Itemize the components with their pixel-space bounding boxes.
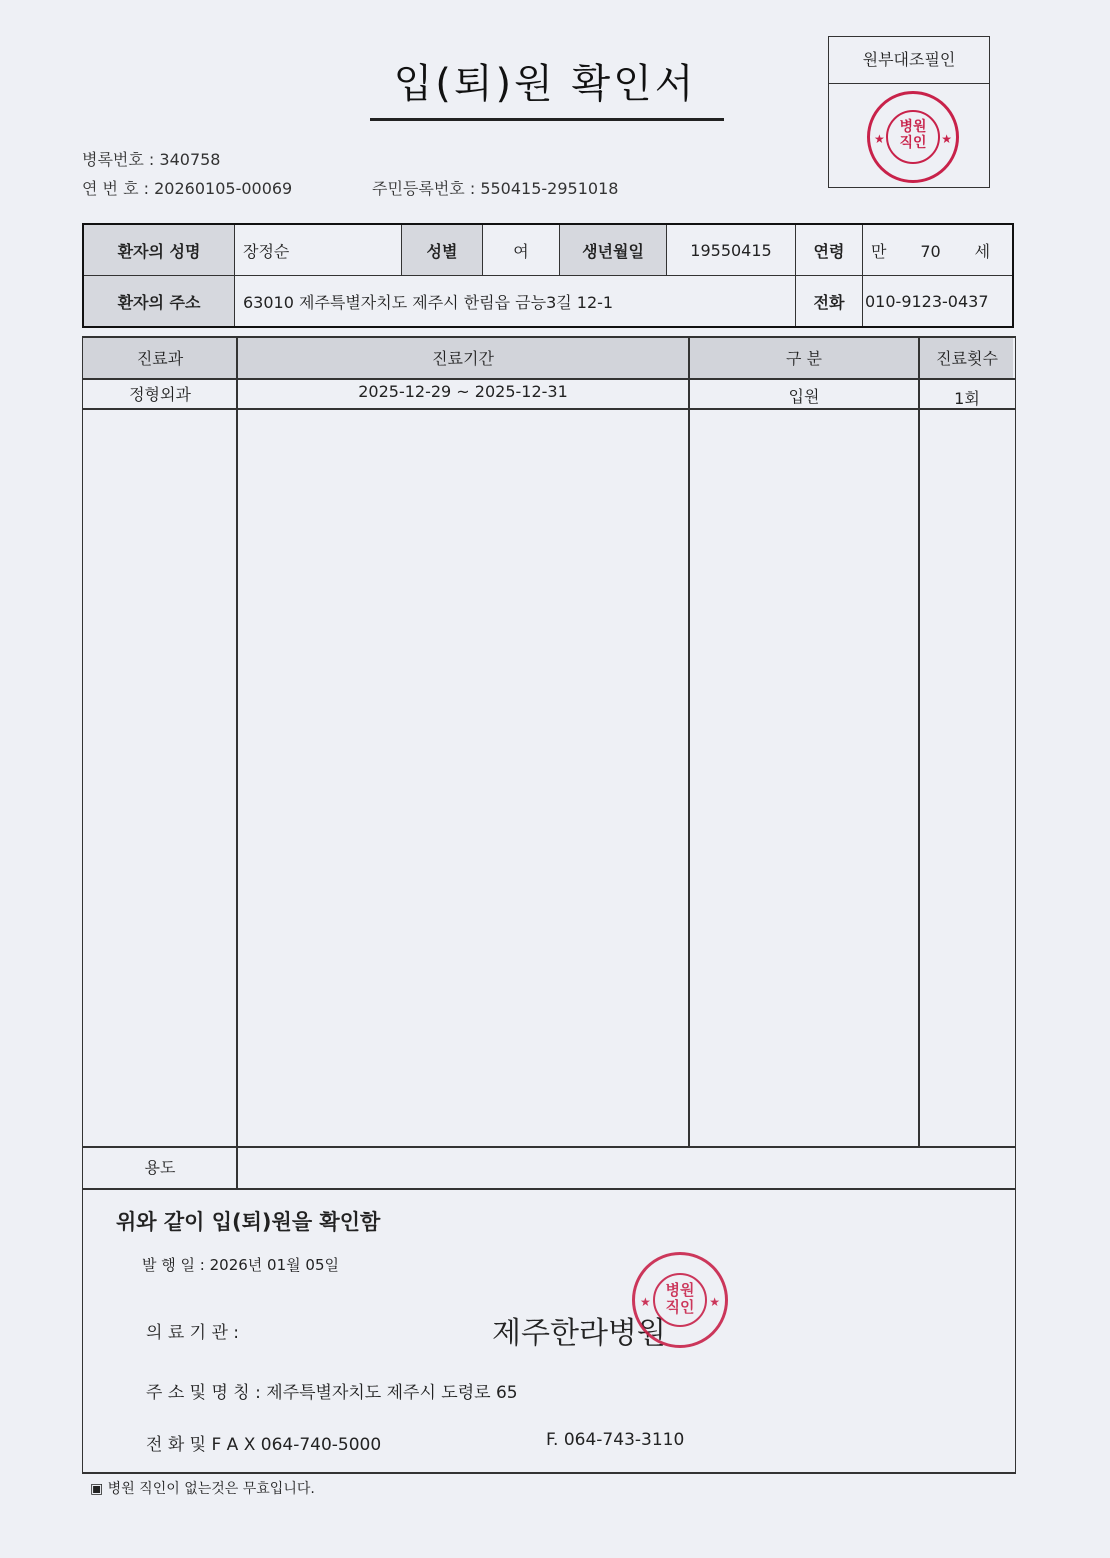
issue-date-value: 2026년 01월 05일	[209, 1256, 339, 1274]
original-check-stamp-box	[828, 36, 990, 188]
serial-number-label: 연 번 호 :	[82, 179, 150, 198]
patient-address-label: 환자의 주소	[83, 276, 235, 328]
patient-info-table	[82, 223, 1014, 328]
patient-age	[863, 224, 1014, 276]
patient-sex-label: 성별	[402, 224, 483, 276]
resident-number-value: 550415-2951018	[480, 179, 619, 198]
serial-number-value: 20260105-00069	[154, 179, 293, 198]
seal-text-1: 병원	[899, 119, 927, 135]
title-underline	[370, 118, 724, 121]
issue-date-label: 발 행 일 :	[142, 1256, 205, 1274]
header-count: 진료횟수	[936, 349, 998, 368]
hospital-address-label: 주 소 및 명 칭 :	[146, 1383, 261, 1403]
hospital-seal	[867, 91, 959, 183]
issue-date	[142, 1254, 339, 1275]
hospital-fax: F. 064-743-3110	[546, 1430, 685, 1450]
record-number-value: 340758	[159, 150, 221, 169]
patient-birth: 19550415	[667, 224, 796, 276]
patient-sex: 여	[483, 224, 560, 276]
patient-phone-label: 전화	[796, 276, 863, 328]
star-icon: ★	[874, 132, 885, 146]
serial-number	[82, 176, 292, 199]
record-number-label: 병록번호 :	[82, 150, 155, 169]
row-department: 정형외과	[129, 385, 191, 404]
institution-name: 제주한라병원	[492, 1316, 666, 1351]
row-count: 1회	[954, 389, 980, 408]
header-type: 구 분	[786, 349, 822, 368]
document-title: 입(퇴)원 확인서	[393, 61, 697, 107]
star-icon: ★	[640, 1295, 651, 1309]
patient-birth-label: 생년월일	[560, 224, 667, 276]
header-department: 진료과	[136, 349, 184, 368]
official-seal-text-2: 직인	[665, 1298, 695, 1316]
patient-address: 63010 제주특별자치도 제주시 한림읍 금능3길 12-1	[235, 276, 796, 328]
hospital-address	[146, 1378, 518, 1403]
row-period: 2025-12-29 ~ 2025-12-31	[358, 382, 568, 401]
original-check-label: 원부대조필인	[829, 37, 989, 84]
star-icon: ★	[941, 132, 952, 146]
record-number	[82, 147, 220, 170]
age-prefix: 만	[871, 241, 887, 261]
hospital-official-seal	[632, 1252, 728, 1348]
age-unit: 세	[974, 241, 991, 261]
official-seal-text-1: 병원	[665, 1281, 695, 1299]
row-type: 입원	[788, 387, 820, 406]
patient-phone: 010-9123-0437	[863, 276, 1014, 328]
hospital-phone-value: 064-740-5000	[260, 1435, 382, 1455]
institution-label: 의 료 기 관 :	[146, 1323, 240, 1343]
header-period: 진료기간	[432, 349, 494, 368]
footer-note: ▣ 병원 직인이 없는것은 무효입니다.	[90, 1481, 315, 1497]
purpose-label: 용도	[144, 1158, 176, 1177]
patient-name-label: 환자의 성명	[83, 224, 235, 276]
resident-number	[372, 176, 618, 199]
patient-age-label: 연령	[796, 224, 863, 276]
hospital-phone-label: 전 화 및 F A X	[146, 1435, 256, 1455]
age-value: 70	[920, 241, 941, 261]
confirmation-statement: 위와 같이 입(퇴)원을 확인함	[116, 1210, 381, 1234]
treatment-table	[82, 336, 1016, 1474]
hospital-phone	[146, 1430, 381, 1455]
patient-name: 장정순	[235, 224, 402, 276]
hospital-address-value: 제주특별자치도 제주시 도령로 65	[266, 1383, 518, 1403]
resident-number-label: 주민등록번호 :	[372, 179, 476, 198]
star-icon: ★	[709, 1295, 720, 1309]
seal-text-2: 직인	[899, 135, 927, 151]
